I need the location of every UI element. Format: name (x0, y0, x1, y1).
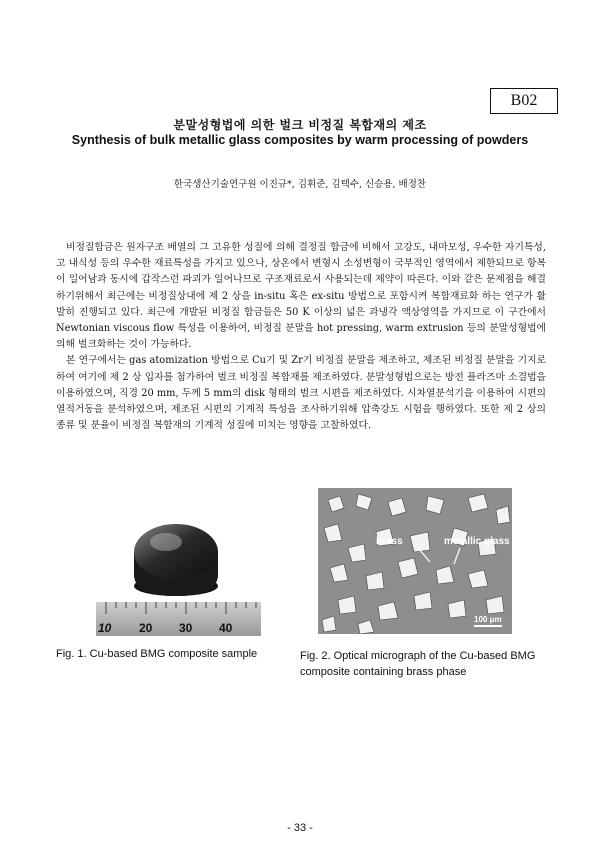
scale-bar-label: 100 μm (474, 615, 502, 624)
ruler-label-10: 10 (98, 621, 112, 635)
page-number: - 33 - (287, 822, 313, 834)
paragraph-2: 본 연구에서는 gas atomization 방법으로 Cu기 및 Zr기 비정질 분말을 제조하고, 제조된 비정질 분말을 기지로 하여 여기에 제 2 상 입자를 첨가하여 벌크 비정질 복합재를 제조하였다. 분말성형법으로는 방전 플라즈마 소결법을 이용하였으며, 직경 20 mm, 두께 5 mm의 disk 형태의 벌크 시편을 제조하였다. 시차열분석기을 이용하여 시편의 열적거동을 분석하였으며, 제조된 시편의 기계적 특성을 조사하기위해 압축강도 시험을 행하였다. 또한 제 2 상의 종류 및 분율이 비정질 복합재의 기계적 성질에 미치는 영향을 고찰하였다. (56, 355, 546, 432)
label-metallic-glass: metallic glass (444, 536, 510, 547)
paragraph-1: 비정질합금은 원자구조 배열의 그 고유한 성질에 의해 결정질 합금에 비해서 고강도, 내마모성, 우수한 자기특성, 고 내식성 등의 우수한 재료특성을 가지고 있으나, 상온에서 변형시 소성변형이 국부적인 영역에서 제한되므로 항복이 일어남과 동시에 갑작스런 파괴가 일어나므로 구조재료로서 사용되는데 제약이 따른다. 이와 같은 문제점을 해결하기위해서 최근에는 비정질상내에 제 2 상을 in-situ 혹은 ex-situ 방법으로 포함시켜 복합재료화 하는 연구가 활발히 진행되고 있다. 최근에 개발된 비정질 합금들은 50 K 이상의 넓은 과냉각 액상영역을 가지므로 이 구간에서 Newtonian viscous flow 특성을 이용하여, 비정질 분말을 hot pressing, warm extrusion 등의 분말성형법에 의해 벌크화하는 것이 가능하다. (56, 242, 546, 351)
figure-2-micrograph (318, 488, 512, 634)
korean-title: 분말성형법에 의한 벌크 비정질 복합재의 제조 (173, 118, 427, 132)
authors: 한국생산기술연구원 이진규*, 김휘준, 김택수, 신승용, 배정찬 (173, 179, 427, 190)
ruler-label-30: 30 (179, 621, 193, 635)
ruler-label-20: 20 (139, 621, 153, 635)
paper-code-box: B02 (490, 88, 558, 114)
abstract-body (56, 240, 546, 434)
ruler-label-40: 40 (219, 621, 233, 635)
label-brass: brass (376, 536, 403, 547)
figure-2-caption: Fig. 2. Optical micrograph of the Cu-based BMG composite containing brass phase (300, 650, 536, 678)
figure-1-caption: Fig. 1. Cu-based BMG composite sample (56, 648, 258, 660)
figure-1-photo (96, 490, 261, 636)
english-title: Synthesis of bulk metallic glass composites by warm processing of powders (71, 133, 529, 147)
